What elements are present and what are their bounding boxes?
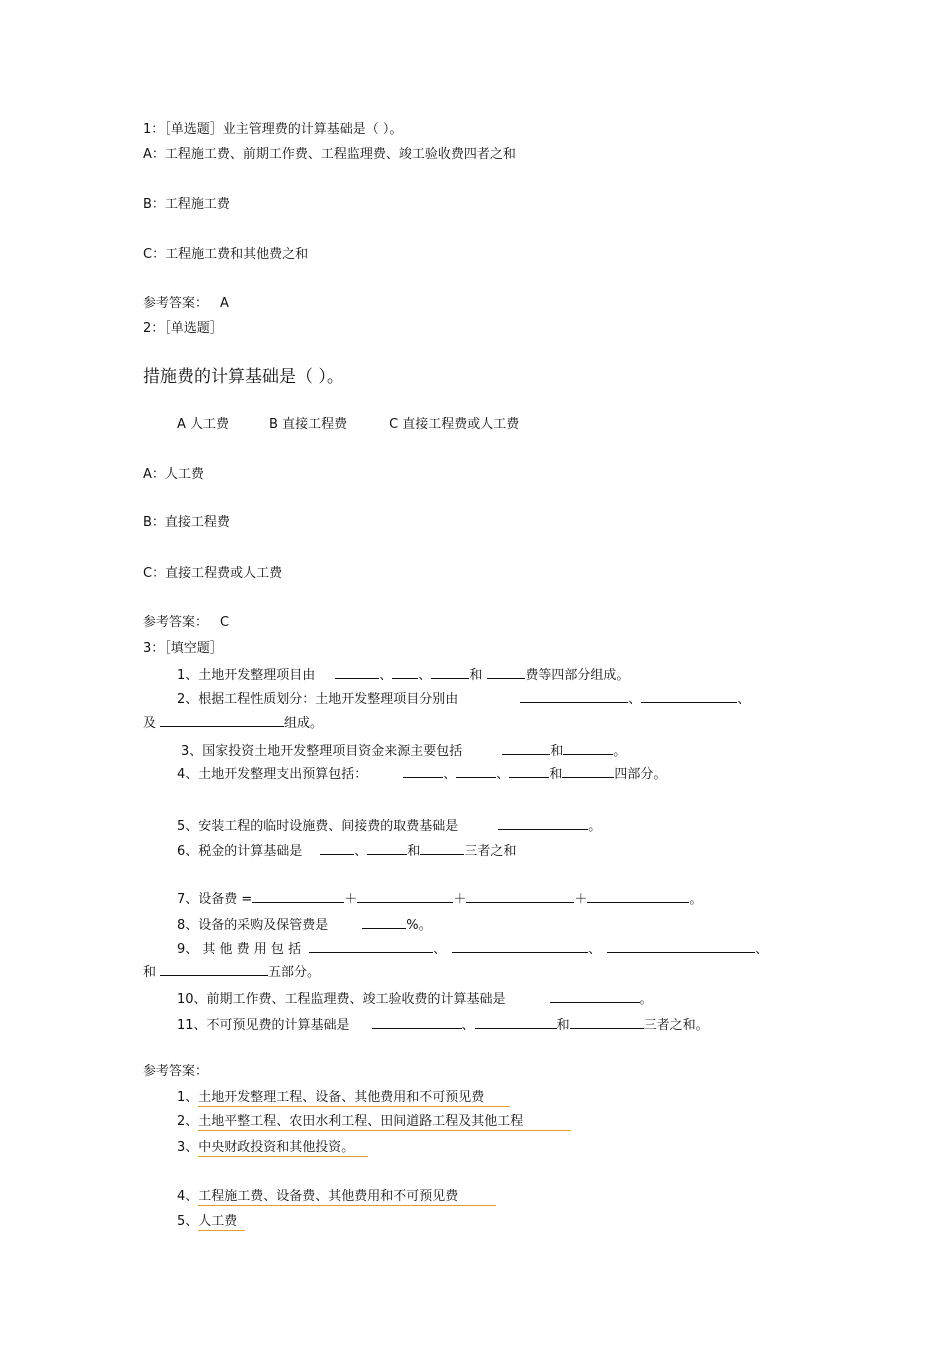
q3-line-7 — [177, 890, 702, 908]
inline-option-b: B 直接工程费 — [269, 417, 348, 432]
q3-header: 3：［填空题］ — [143, 641, 223, 656]
blank — [550, 990, 640, 1003]
line-text: 9、 其 他 费 用 包 括 — [177, 942, 302, 957]
blank — [498, 817, 588, 830]
q3-line-2 — [177, 690, 750, 708]
q2-header: 2：［单选题］ — [143, 321, 223, 336]
blank — [367, 842, 407, 855]
q2-option-b: B：直接工程费 — [143, 515, 230, 530]
sep: 和 — [556, 1018, 570, 1033]
blank — [431, 666, 469, 679]
blank — [520, 690, 628, 703]
line-text: 6、税金的计算基础是 — [177, 844, 303, 859]
q3-answer-1 — [177, 1090, 510, 1106]
q3-line-11 — [177, 1016, 709, 1034]
q1-option-b: B：工程施工费 — [143, 197, 230, 212]
line-text: 及 — [143, 716, 157, 731]
plus-sign: ＋ — [344, 892, 358, 907]
answer-text: 土地平整工程、农田水利工程、田间道路工程及其他工程 — [198, 1114, 571, 1131]
blank — [562, 765, 614, 778]
answer-label: 参考答案： — [143, 296, 209, 311]
q3-line-4 — [177, 765, 666, 783]
q3-line-8 — [177, 916, 432, 934]
line-text: 3、国家投资土地开发整理项目资金来源主要包括 — [181, 744, 463, 759]
sep: 和 — [407, 844, 421, 859]
q1-answer — [143, 296, 229, 312]
answer-value: A — [220, 296, 229, 311]
blank — [335, 666, 379, 679]
q3-answer-2 — [177, 1114, 571, 1130]
blank — [372, 1016, 462, 1029]
blank — [587, 890, 689, 903]
answer-num: 5、 — [177, 1214, 199, 1229]
sep: 、 — [433, 942, 447, 957]
q2-answer — [143, 615, 229, 631]
blank — [320, 842, 354, 855]
blank — [160, 963, 268, 976]
q1-option-a: A：工程施工费、前期工作费、工程监理费、竣工验收费四者之和 — [143, 147, 516, 162]
sep: 、 — [737, 692, 751, 707]
line-end: 三者之和。 — [643, 1018, 709, 1033]
blank — [420, 842, 464, 855]
q1-header: 1：［单选题］业主管理费的计算基础是（ ）。 — [143, 122, 403, 137]
answer-num: 3、 — [177, 1140, 199, 1155]
blank — [309, 940, 433, 953]
sep: 和 — [549, 767, 563, 782]
line-text: 1、土地开发整理项目由 — [177, 668, 316, 683]
answer-text: 人工费 — [198, 1214, 245, 1231]
blank — [160, 714, 284, 727]
sep: 、 — [755, 942, 769, 957]
q1-option-c: C：工程施工费和其他费之和 — [143, 247, 309, 262]
q3-line-6 — [177, 842, 516, 860]
answer-num: 1、 — [177, 1090, 199, 1105]
line-text: 5、安装工程的临时设施费、间接费的取费基础是 — [177, 819, 459, 834]
q3-answer-5 — [177, 1214, 245, 1230]
q3-line-2-cont — [143, 714, 323, 732]
q3-line-9-cont — [143, 963, 320, 981]
line-end: 费等四部分组成。 — [525, 668, 630, 683]
sep: 、 — [379, 668, 393, 683]
line-text: 2、根据工程性质划分：土地开发整理项目分别由 — [177, 692, 459, 707]
q2-stem: 措施费的计算基础是（ ）。 — [143, 367, 344, 387]
blank — [607, 940, 755, 953]
q2-inline-options — [177, 417, 519, 433]
blank — [502, 742, 550, 755]
blank — [362, 916, 406, 929]
line-end: 四部分。 — [614, 767, 667, 782]
q3-line-5 — [177, 817, 601, 835]
line-text: 和 — [143, 965, 157, 980]
inline-option-c: C 直接工程费或人工费 — [389, 417, 520, 432]
answer-text: 中央财政投资和其他投资。 — [198, 1140, 368, 1157]
line-text: 8、设备的采购及保管费是 — [177, 918, 329, 933]
sep: 、 — [354, 844, 368, 859]
sep: 、 — [628, 692, 642, 707]
line-end: %。 — [406, 918, 432, 933]
blank — [403, 765, 443, 778]
answer-value: C — [220, 615, 230, 630]
answer-label: 参考答案： — [143, 615, 209, 630]
blank — [452, 940, 588, 953]
line-end: 组成。 — [284, 716, 324, 731]
line-text: 7、设备费 = — [177, 892, 253, 907]
blank — [475, 1016, 557, 1029]
line-end: 。 — [639, 992, 653, 1007]
sep: 和 — [469, 668, 483, 683]
plus-sign: ＋ — [574, 892, 588, 907]
inline-option-a: A 人工费 — [177, 417, 230, 432]
q3-line-1 — [177, 666, 629, 684]
sep: 、 — [461, 1018, 475, 1033]
line-end: 。 — [588, 819, 602, 834]
sep: 、 — [443, 767, 457, 782]
blank — [357, 890, 453, 903]
blank — [456, 765, 496, 778]
sep: 、 — [588, 942, 602, 957]
line-text: 11、不可预见费的计算基础是 — [177, 1018, 350, 1033]
line-end: 。 — [689, 892, 703, 907]
q3-answer-4 — [177, 1189, 496, 1205]
q3-line-9 — [177, 940, 768, 958]
answer-text: 土地开发整理工程、设备、其他费用和不可预见费 — [198, 1090, 510, 1107]
line-end: 。 — [613, 744, 627, 759]
line-text: 4、土地开发整理支出预算包括： — [177, 767, 368, 782]
q3-line-10 — [177, 990, 653, 1008]
line-end: 三者之和 — [464, 844, 517, 859]
blank — [641, 690, 737, 703]
q3-answer-3 — [177, 1140, 368, 1156]
answer-num: 2、 — [177, 1114, 199, 1129]
blank — [466, 890, 574, 903]
blank — [563, 742, 613, 755]
q2-option-c: C：直接工程费或人工费 — [143, 566, 283, 581]
blank — [570, 1016, 644, 1029]
blank — [487, 666, 525, 679]
q3-answer-label: 参考答案： — [143, 1064, 209, 1079]
line-end: 五部分。 — [268, 965, 321, 980]
sep: 、 — [418, 668, 432, 683]
plus-sign: ＋ — [453, 892, 467, 907]
blank — [392, 666, 418, 679]
q2-option-a: A：人工费 — [143, 467, 204, 482]
sep: 和 — [550, 744, 564, 759]
sep: 、 — [496, 767, 510, 782]
line-text: 10、前期工作费、工程监理费、竣工验收费的计算基础是 — [177, 992, 506, 1007]
answer-num: 4、 — [177, 1189, 199, 1204]
q3-line-3 — [181, 742, 626, 760]
blank — [252, 890, 344, 903]
answer-text: 工程施工费、设备费、其他费用和不可预见费 — [198, 1189, 496, 1206]
blank — [509, 765, 549, 778]
